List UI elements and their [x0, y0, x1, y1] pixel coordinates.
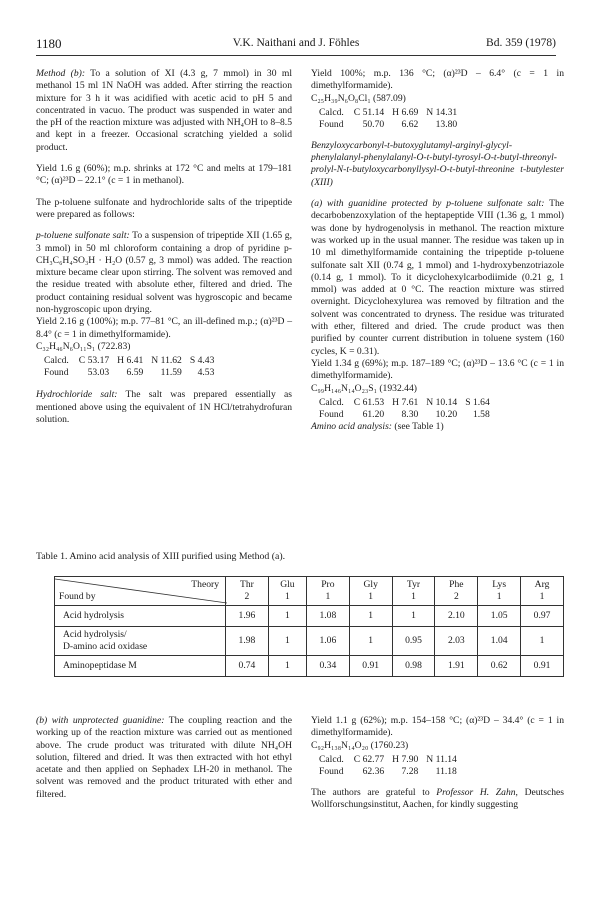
left-column	[36, 68, 292, 435]
formula-tosylate: C₃₂H₄₆N₆O₁₁S₁ (722.83)	[36, 340, 131, 352]
analysis-row: Found 53.03 6.59 11.59 4.53	[44, 367, 215, 379]
analysis-row: Found 62.36 7.28 11.18	[319, 765, 457, 777]
elemental-analysis	[36, 355, 292, 379]
formula-xiii: C₉₉H₁₄₆N₁₄O₂₃S₁ (1932.44)	[311, 382, 417, 394]
analysis-row: Found 50.70 6.62 13.80	[319, 118, 458, 130]
tosylate-paragraph: p-toluene sulfonate salt: To a suspension of tripeptide XII (1.65 g, 3 mmol) in 50 ml chloroform containing a drop of pyridine p-CH₃C₆H₄SO₃H · H₂O (0.57 g, 3 mmol) was added. The reaction mixture became clear upon stirring. The solvent was removed and the residue treated with absolute ether, filtered and dried. The product containing residual solvent was hygroscopic and became non-hygroscopic upon drying.	[36, 230, 292, 316]
column-header: Gly 1	[349, 577, 392, 606]
analysis-row: Calcd. C 61.53 H 7.61 N 10.14 S 1.64	[319, 396, 490, 408]
column-header: Lys 1	[478, 577, 521, 606]
header-journal: Bd. 359 (1978)	[486, 37, 556, 49]
method-b-unprotected-paragraph: (b) with unprotected guanidine: The coupling reaction and the working up of the reaction mixture was carried out as mentioned above. The crude product was triturated with dilute NH₄OH solution, filtered and dried. It was then extracted with hot ethyl acetate and then applied on Sephadex LH-20 in methanol. The solvent was removed and the product triturated with ether and filtered.	[36, 715, 292, 800]
analysis-row: Calcd. C 53.17 H 6.41 N 11.62 S 4.43	[44, 355, 215, 367]
table-caption: Table 1. Amino acid analysis of XIII purified using Method (a).	[36, 551, 286, 562]
yield-tosylate: Yield 2.16 g (100%); m.p. 77–81 °C, an ill-defined m.p.; (α)²³D – 8.4° (c = 1 in dimethylformamide).	[36, 316, 292, 340]
amino-acid-analysis-ref: Amino acid analysis: (see Table 1)	[311, 420, 444, 432]
yield-hydrochloride: Yield 100%; m.p. 136 °C; (α)²³D – 6.4° (c = 1 in dimethylformamide).	[311, 68, 564, 92]
column-header: Pro 1	[306, 577, 349, 606]
hydrochloride-paragraph: Hydrochloride salt: The salt was prepared essentially as mentioned above using the equivalent of 1N HCl/tetrahydrofuran solution.	[36, 389, 293, 425]
elemental-analysis	[311, 397, 564, 421]
column-header: Phe 2	[435, 577, 478, 606]
elemental-analysis	[311, 754, 564, 778]
yield-xiii: Yield 1.34 g (69%); m.p. 187–189 °C; (α)²³D – 13.6 °C (c = 1 in dimethylformamide).	[311, 357, 564, 382]
analysis-row: Calcd. C 51.14 H 6.69 N 14.31	[319, 106, 458, 118]
analysis-row: Calcd. C 62.77 H 7.90 N 11.14	[319, 753, 457, 765]
table-row: Aminopeptidase M 0.74 1 0.34 0.91 0.98 1.91 0.62 0.91	[55, 656, 564, 677]
column-header: Thr 2	[226, 577, 269, 606]
method-b-paragraph: Method (b): To a solution of XI (4.3 g, 7 mmol) in 30 ml methanol 15 ml 1N NaOH was added. After stirring the reaction mixture for 3 h it was acidified with acetic acid to pH 5 and concentrated in vacuo. The product was suspended in water and the pH of the reaction mixture was adjusted with NH₄OH to 8–8.5 and kept in a freezer. Occasional scratching yielded a solid product.	[36, 68, 292, 153]
method-a-paragraph: (a) with guanidine protected by p-toluene sulfonate salt: The decarbobenzoxylation of the heptapeptide VIII (1.36 g, 1 mmol) was done by hydrogenolysis in methanol. The reaction mixture was worked up in the usual manner. The residue was taken up in 10 ml dimethylformamide containing the tripeptide p-toluene sulfonate salt XII (0.74 g, 1 mmol) and 1-hydroxybenzotriazole (0.14 g, 1 mmol). To it dicyclohexylcarbodiimide (0.21 g, 1 mmol) was added at 0 °C. The reaction mixture was stirred overnight. Dicyclohexylurea was removed by filtration and the solvent was concentrated to dryness. The residue was triturated with ether, filtered and dried. The crude product was then purified by counter current distribution in toluene system (160 cycles, K = 0.31).	[311, 198, 565, 357]
header-rule	[36, 55, 556, 56]
running-header	[36, 36, 556, 54]
table-header-row	[55, 577, 564, 606]
salts-intro: The p-toluene sulfonate and hydrochloride salts of the tripeptide were prepared as follows:	[36, 196, 292, 220]
page-number: 1180	[36, 36, 62, 51]
acknowledgement: The authors are grateful to Professor H. Zahn, Deutsches Wollforschungsinstitut, Aachen, for kindly suggesting	[311, 786, 564, 811]
yield-xii: Yield 1.6 g (60%); m.p. shrinks at 172 °C and melts at 179–181 °C; (α)²³D – 22.1° (c = 1 in methanol).	[36, 163, 292, 187]
formula-unprotected: C₉₂H₁₃₈N₁₄O₂₀ (1760.23)	[311, 739, 409, 751]
column-header: Tyr 1	[392, 577, 435, 606]
analysis-row: Found 61.20 8.30 10.20 1.58	[319, 408, 490, 420]
header-authors: V.K. Naithani and J. Föhles	[232, 37, 360, 49]
compound-title: Benzyloxycarbonyl-t-butoxyglutamyl-arginyl-glycyl-phenylalanyl-phenylalanyl-O-t-butyl-tyrosyl-O-t-butyl-threonyl-prolyl-N-t-butyloxycarbonyllysyl-O-t-butyl-threonine t-butylester (XIII)	[311, 139, 564, 188]
table-row: Acid hydrolysis/ D-amino acid oxidase 1.98 1 1.06 1 0.95 2.03 1.04 1	[55, 627, 564, 656]
column-header: Arg 1	[521, 577, 564, 606]
elemental-analysis	[311, 107, 564, 131]
header-corner-cell	[55, 577, 226, 606]
formula-hydrochloride: C₂₅H₃₉N₆O₈Cl₁ (587.09)	[311, 92, 406, 104]
theory-label: Theory	[191, 579, 219, 590]
yield-unprotected: Yield 1.1 g (62%); m.p. 154–158 °C; (α)²³D – 34.4° (c = 1 in dimethylformamide).	[311, 715, 564, 739]
bottom-left-column	[36, 715, 292, 810]
amino-acid-table	[54, 576, 564, 677]
right-column	[311, 68, 564, 433]
table-row: Acid hydrolysis 1.96 1 1.08 1 1 2.10 1.05 0.97	[55, 606, 564, 627]
bottom-right-column	[311, 715, 564, 820]
found-by-label: Found by	[59, 591, 96, 602]
column-header: Glu 1	[268, 577, 306, 606]
